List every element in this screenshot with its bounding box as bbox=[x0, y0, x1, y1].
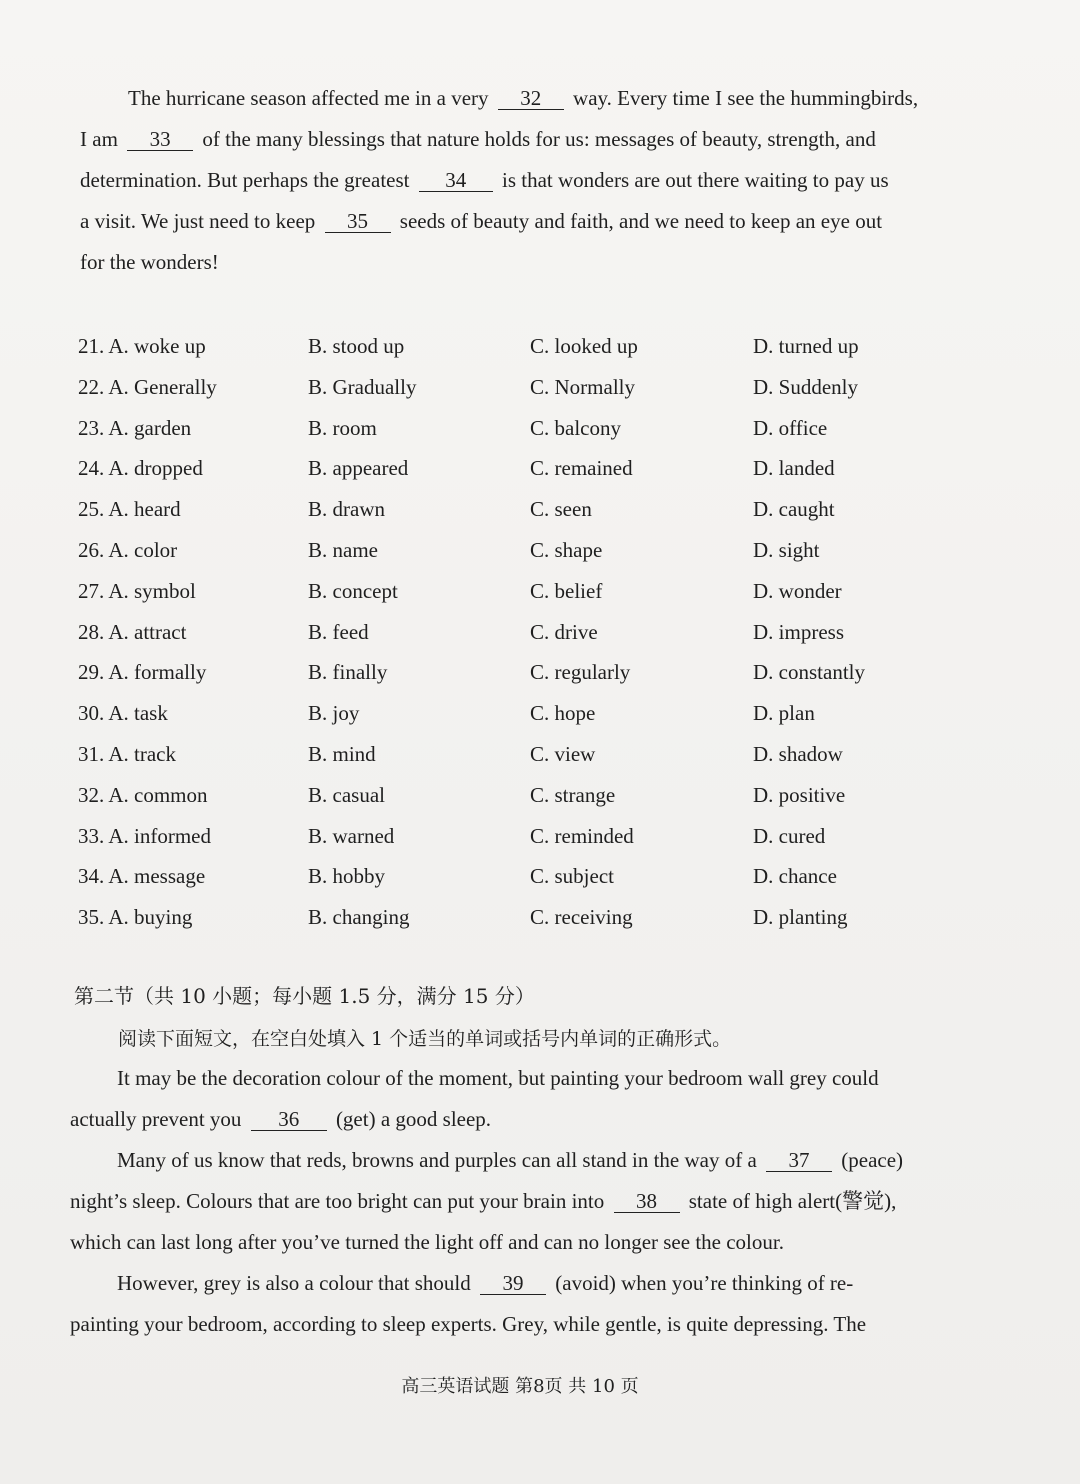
option-c: C. looked up bbox=[530, 334, 638, 358]
option-c: C. receiving bbox=[530, 905, 633, 930]
option-d: D. sight bbox=[753, 537, 820, 562]
option-b: B. hobby bbox=[308, 864, 386, 889]
option-row bbox=[78, 367, 978, 408]
option-d: D. planting bbox=[753, 905, 848, 930]
passage-2-line-3: Many of us know that reds, browns and purples can all stand in the way of a 37 (peace) bbox=[117, 1148, 904, 1172]
option-b: B. concept bbox=[308, 578, 398, 603]
option-a: 26. A. color bbox=[78, 537, 178, 562]
option-d: D. positive bbox=[753, 782, 846, 807]
option-row bbox=[78, 326, 978, 367]
blank-35: 35 bbox=[325, 210, 391, 233]
passage-2-line-6: However, grey is also a colour that should 39 (avoid) when you’re thinking of re- bbox=[117, 1271, 854, 1295]
page-footer: 高三英语试题 第8页 共 10 页 bbox=[401, 1376, 639, 1397]
passage-2-line-1: It may be the decoration colour of the moment, but painting your bedroom wall grey could bbox=[117, 1066, 879, 1090]
option-b: B. warned bbox=[308, 823, 395, 848]
passage-2-line-5: which can last long after you’ve turned the light off and can no longer see the colour. bbox=[70, 1230, 784, 1254]
option-b: B. room bbox=[308, 415, 377, 440]
option-c: C. seen bbox=[530, 497, 592, 522]
option-row bbox=[78, 489, 978, 530]
option-row bbox=[78, 571, 978, 612]
section-2-title: 第二节（共 10 小题；每小题 1.5 分，满分 15 分） bbox=[74, 984, 535, 1008]
passage-line-3: determination. But perhaps the greatest 34 is that wonders are out there waiting to pay us bbox=[80, 168, 889, 192]
option-row bbox=[78, 897, 978, 938]
passage-line-5: for the wonders! bbox=[80, 250, 219, 274]
section-2-instruction: 阅读下面短文，在空白处填入 1 个适当的单词或括号内单词的正确形式。 bbox=[118, 1028, 732, 1050]
option-b: B. changing bbox=[308, 905, 410, 930]
option-b: B. drawn bbox=[308, 497, 385, 522]
option-b: B. joy bbox=[308, 701, 360, 726]
option-c: C. hope bbox=[530, 701, 596, 726]
option-c: C. Normally bbox=[530, 374, 635, 399]
option-row bbox=[78, 612, 978, 653]
option-row bbox=[78, 734, 978, 775]
option-c: C. subject bbox=[530, 864, 614, 889]
option-a: 28. A. attract bbox=[78, 619, 187, 644]
option-c: C. remained bbox=[530, 456, 633, 481]
blank-39: 39 bbox=[480, 1272, 546, 1295]
passage-line-1: The hurricane season affected me in a very 32 way. Every time I see the hummingbirds, bbox=[128, 86, 919, 110]
option-a: 33. A. informed bbox=[78, 823, 211, 848]
option-a: 30. A. task bbox=[78, 701, 168, 726]
option-b: B. finally bbox=[308, 660, 388, 685]
option-d: D. plan bbox=[753, 701, 815, 726]
option-a: 31. A. track bbox=[78, 741, 176, 766]
passage-2-line-7: painting your bedroom, according to sleep experts. Grey, while gentle, is quite depressing. The bbox=[70, 1312, 867, 1336]
blank-32: 32 bbox=[498, 87, 564, 110]
option-row bbox=[78, 856, 978, 897]
option-c: C. shape bbox=[530, 537, 603, 562]
option-d: D. cured bbox=[753, 823, 826, 848]
option-c: C. regularly bbox=[530, 660, 631, 685]
option-row bbox=[78, 448, 978, 489]
option-c: C. belief bbox=[530, 578, 603, 603]
option-b: B. name bbox=[308, 537, 378, 562]
option-b: B. feed bbox=[308, 619, 369, 644]
option-row bbox=[78, 652, 978, 693]
option-row bbox=[78, 530, 978, 571]
option-d: D. landed bbox=[753, 456, 835, 481]
option-a: 22. A. Generally bbox=[78, 374, 217, 399]
option-row bbox=[78, 693, 978, 734]
option-d: D. wonder bbox=[753, 578, 842, 603]
blank-37: 37 bbox=[766, 1149, 832, 1172]
options-table bbox=[78, 326, 978, 938]
passage-2-line-2: actually prevent you 36 (get) a good sleep. bbox=[70, 1107, 492, 1131]
option-b: B. appeared bbox=[308, 456, 409, 481]
option-row bbox=[78, 775, 978, 816]
option-row bbox=[78, 816, 978, 857]
option-d: D. impress bbox=[753, 619, 844, 644]
option-a: 27. A. symbol bbox=[78, 578, 196, 603]
option-c: C. balcony bbox=[530, 415, 621, 440]
option-c: C. strange bbox=[530, 782, 616, 807]
option-a: 21. A. woke up bbox=[78, 334, 206, 358]
option-d: D. chance bbox=[753, 864, 837, 889]
option-a: 24. A. dropped bbox=[78, 456, 203, 481]
option-a: 23. A. garden bbox=[78, 415, 192, 440]
option-a: 35. A. buying bbox=[78, 905, 193, 930]
option-b: B. Gradually bbox=[308, 374, 417, 399]
option-d: D. caught bbox=[753, 497, 835, 522]
option-a: 34. A. message bbox=[78, 864, 206, 889]
option-a: 32. A. common bbox=[78, 782, 208, 807]
option-row bbox=[78, 408, 978, 449]
option-d: D. turned up bbox=[753, 334, 859, 358]
passage-end bbox=[80, 78, 960, 283]
option-d: D. constantly bbox=[753, 660, 865, 685]
passage-line-2: I am 33 of the many blessings that nature holds for us: messages of beauty, strength, and bbox=[80, 127, 876, 151]
option-d: D. Suddenly bbox=[753, 374, 858, 399]
passage-2 bbox=[70, 1058, 955, 1345]
option-d: D. office bbox=[753, 415, 828, 440]
option-c: C. reminded bbox=[530, 823, 634, 848]
option-b: B. mind bbox=[308, 741, 376, 766]
option-a: 25. A. heard bbox=[78, 497, 181, 522]
option-c: C. drive bbox=[530, 619, 598, 644]
option-b: B. casual bbox=[308, 782, 385, 807]
option-c: C. view bbox=[530, 741, 596, 766]
passage-line-4: a visit. We just need to keep 35 seeds of beauty and faith, and we need to keep an eye out bbox=[80, 209, 883, 233]
passage-2-line-4: night’s sleep. Colours that are too bright can put your brain into 38 state of high alert(警觉), bbox=[70, 1189, 897, 1213]
option-a: 29. A. formally bbox=[78, 660, 207, 685]
blank-38: 38 bbox=[614, 1190, 680, 1213]
option-b: B. stood up bbox=[308, 334, 405, 358]
option-d: D. shadow bbox=[753, 741, 843, 766]
blank-34: 34 bbox=[419, 169, 493, 192]
blank-36: 36 bbox=[251, 1108, 327, 1131]
blank-33: 33 bbox=[127, 128, 193, 151]
